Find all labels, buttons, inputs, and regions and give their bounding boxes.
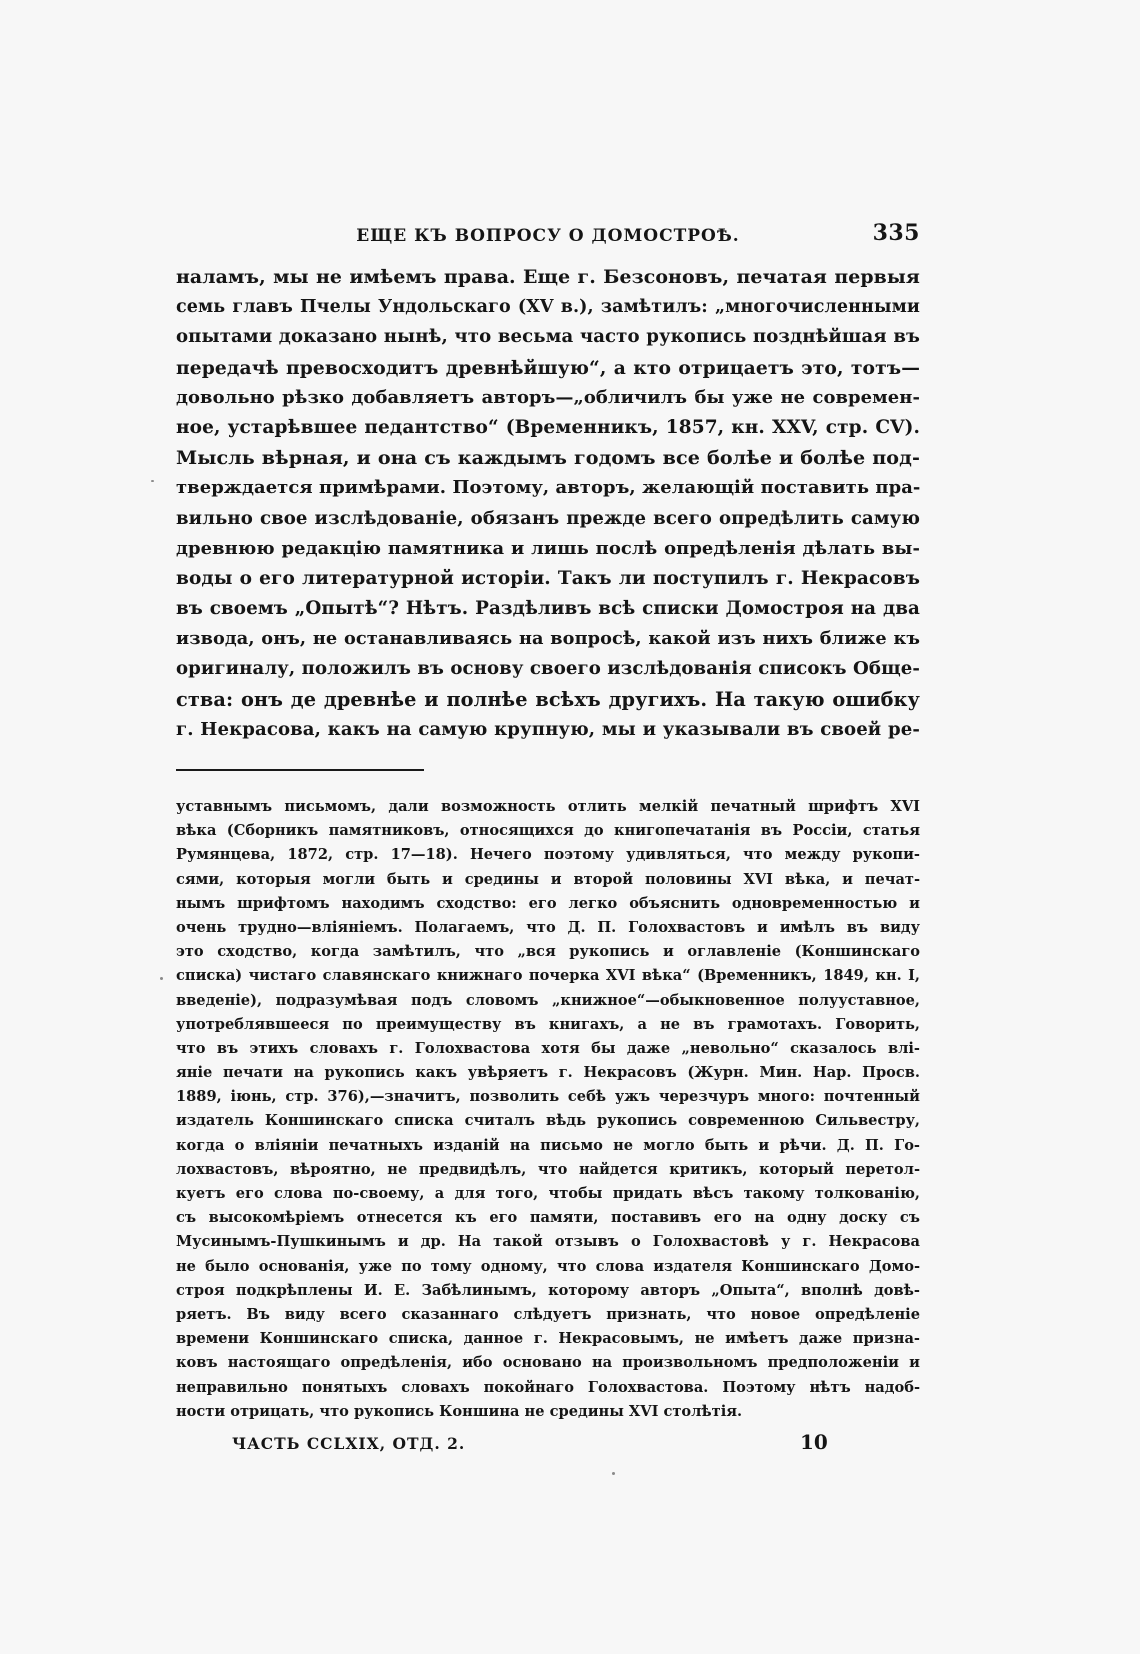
footnote-line: Мусинымъ-Пушкинымъ и др. На такой отзывъ о Голохвастовѣ у г. Некрасова (176, 1233, 920, 1251)
footnote-line: 1889, іюнь, стр. 376),—значитъ, позволить себѣ ужъ черезчуръ много: почтенный (176, 1088, 920, 1106)
text-line: опытами доказано нынѣ, что весьма часто рукопись позднѣйшая въ (176, 326, 920, 348)
footnote-line: очень трудно—вліяніемъ. Полагаемъ, что Д. П. Голохвастовъ и имѣлъ въ виду (176, 918, 920, 936)
footnote-line: яніе печати на рукопись какъ увѣряетъ г. Некрасовъ (Журн. Мин. Нар. Просв. (176, 1064, 920, 1082)
text-line: древнюю редакцію памятника и лишь послѣ опредѣленія дѣлать вы- (176, 537, 920, 559)
footnote-line: нымъ шрифтомъ находимъ сходство: его легко объяснить одновременностью и (176, 894, 920, 912)
text-line: довольно рѣзко добавляетъ авторъ—„обличилъ бы уже не современ- (176, 386, 920, 408)
text-line: вильно свое изслѣдованіе, обязанъ прежде всего опредѣлить самую (176, 507, 920, 529)
footnote-line: уставнымъ письмомъ, дали возможность отлить мелкій печатный шрифтъ XVI (176, 798, 920, 815)
footnote-line: лохвастовъ, вѣроятно, не предвидѣлъ, что найдется критикъ, который перетол- (176, 1160, 920, 1178)
footnote-line: ности отрицать, что рукопись Коншина не средины XVI столѣтія. (176, 1402, 743, 1420)
footnote-line: введеніе), подразумѣвая подъ словомъ „книжное“—обыкновенное полууставное, (176, 991, 920, 1009)
print-speck (612, 1472, 615, 1475)
page-content (176, 218, 920, 1466)
footnote-line: вѣка (Сборникъ памятниковъ, относящихся до книгопечатанія въ Россіи, статья (176, 822, 920, 840)
text-line: тверждается примѣрами. Поэтому, авторъ, желающій поставить пра- (176, 477, 921, 499)
signature-number: 10 (800, 1429, 828, 1454)
footnote-line: неправильно понятыхъ словахъ покойнаго Голохвастова. Поэтому нѣтъ надоб- (176, 1378, 920, 1396)
text-line: ное, устарѣвшее педантство“ (Временникъ, 1857, кн. XXV, стр. CV). (176, 416, 920, 438)
text-line: Мысль вѣрная, и она съ каждымъ годомъ все болѣе и болѣе под- (176, 446, 920, 470)
footnote-line: сями, которыя могли быть и средины и второй половины XVI вѣка, и печат- (176, 870, 920, 888)
print-speck (151, 480, 154, 482)
print-speck (160, 977, 163, 980)
footnote-line: когда о вліяніи печатныхъ изданій на письмо не могло быть и рѣчи. Д. П. Го- (176, 1136, 920, 1154)
text-line: наламъ, мы не имѣемъ права. Еще г. Безсоновъ, печатая первыя (176, 266, 920, 288)
footnote (176, 795, 920, 1424)
printer-signature: ЧАСТЬ CCLXIX, ОТД. 2. (232, 1433, 466, 1453)
footnote-line: ковъ настоящаго опредѣленія, ибо основано на произвольномъ предположеніи и (176, 1354, 920, 1372)
text-line: г. Некрасова, какъ на самую крупную, мы и указывали въ своей ре- (176, 718, 920, 740)
footnote-line: не было основанія, уже по тому одному, что слова издателя Коншинскаго Домо- (176, 1257, 920, 1275)
footnote-line: употреблявшееся по преимуществу въ книгахъ, а не въ грамотахъ. Говорить, (176, 1015, 920, 1033)
text-line: извода, онъ, не останавливаясь на вопросѣ, какой изъ нихъ ближе къ (176, 628, 920, 650)
text-line: семь главъ Пчелы Ундольскаго (XV в.), замѣтилъ: „многочисленными (176, 297, 920, 318)
text-line: передачѣ превосходитъ древнѣйшую“, а кто отрицаетъ это, тотъ— (176, 356, 920, 379)
text-line: ства: онъ де древнѣе и полнѣе всѣхъ другихъ. На такую ошибку (176, 687, 920, 711)
footnote-line: издатель Коншинскаго списка считалъ вѣдь рукопись современною Сильвестру, (176, 1112, 920, 1130)
text-line: оригиналу, положилъ въ основу своего изслѣдованія списокъ Обще- (176, 658, 920, 680)
footnote-line: что въ этихъ словахъ г. Голохвастова хотя бы даже „невольно“ сказалось влі- (176, 1039, 920, 1057)
text-line: въ своемъ „Опытѣ“? Нѣтъ. Раздѣливъ всѣ списки Домостроя на два (176, 598, 920, 620)
running-head: ЕЩЕ КЪ ВОПРОСУ О ДОМОСТРОѢ. (356, 226, 740, 246)
footnote-line: это сходство, когда замѣтилъ, что „вся рукопись и оглавленіе (Коншинскаго (176, 943, 920, 961)
signature-row (176, 1430, 920, 1466)
footnote-line: списка) чистаго славянскаго книжнаго почерка XVI вѣка“ (Временникъ, 1849, кн. I, (176, 967, 920, 985)
text-line: воды о его литературной исторіи. Такъ ли поступилъ г. Некрасовъ (176, 567, 920, 589)
footnote-line: Румянцева, 1872, стр. 17—18). Нечего поэтому удивляться, что между рукопи- (176, 846, 920, 864)
page-number: 335 (872, 220, 920, 246)
footnote-line: времени Коншинскаго списка, данное г. Некрасовымъ, не имѣетъ даже призна- (176, 1330, 920, 1348)
main-text (176, 262, 920, 745)
page-header (176, 218, 920, 262)
footnote-line: ряетъ. Въ виду всего сказаннаго слѣдуетъ признать, что новое опредѣленіе (176, 1305, 920, 1323)
footnote-line: съ высокомѣріемъ отнесется къ его памяти, поставивъ его на одну доску съ (176, 1209, 920, 1227)
footnote-rule (176, 769, 424, 771)
footnote-line: строя подкрѣплены И. Е. Забѣлинымъ, которому авторъ „Опыта“, вполнѣ довѣ- (176, 1281, 920, 1299)
footnote-line: куетъ его слова по-своему, а для того, чтобы придать вѣсъ такому толкованію, (176, 1185, 920, 1202)
